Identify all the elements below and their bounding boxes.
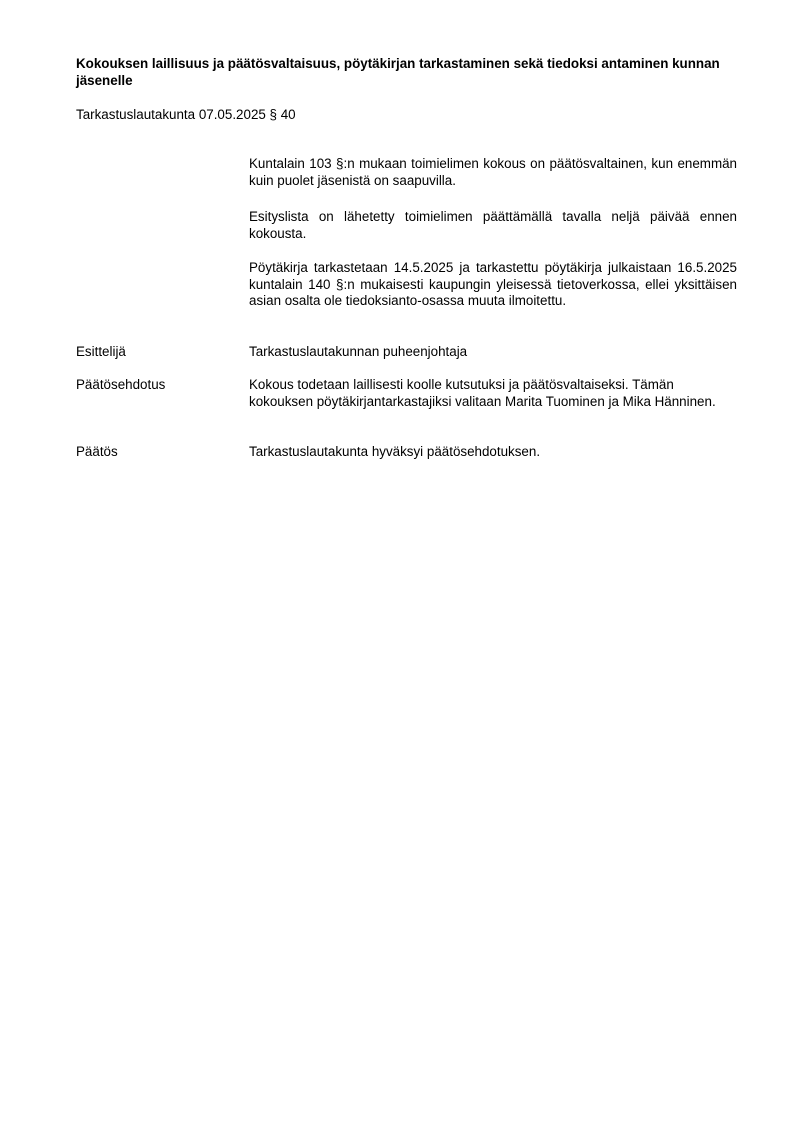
paragraph-agenda: Esityslista on lähetetty toimielimen päättämällä tavalla neljä päivää ennen kokousta. xyxy=(249,209,737,241)
row-text-presenter: Tarkastuslautakunnan puheenjohtaja xyxy=(249,344,468,359)
row-text-decision: Tarkastuslautakunta hyväksyi päätösehdotuksen. xyxy=(249,444,541,459)
row-label-decision: Päätös xyxy=(76,444,118,459)
paragraph-quorum: Kuntalain 103 §:n mukaan toimielimen kokous on päätösvaltainen, kun enemmän kuin puolet jäsenistä on saapuvilla. xyxy=(249,156,737,188)
paragraph-minutes: Pöytäkirja tarkastetaan 14.5.2025 ja tarkastettu pöytäkirja julkaistaan 16.5.2025 kuntalain 140 §:n mukaisesti kaupungin yleisessä tietoverkossa, ellei yksittäisen asian osalta ole tiedoksianto-osassa muuta ilmoitettu. xyxy=(249,260,737,308)
row-label-presenter: Esittelijä xyxy=(76,344,126,359)
meeting-reference: Tarkastuslautakunta 07.05.2025 § 40 xyxy=(76,107,296,122)
row-label-proposal: Päätösehdotus xyxy=(76,377,166,392)
row-text-proposal: Kokous todetaan laillisesti koolle kutsutuksi ja päätösvaltaiseksi. Tämän kokouksen pöytäkirjantarkastajiksi valitaan Marita Tuominen ja Mika Hänninen. xyxy=(249,377,716,409)
document-title: Kokouksen laillisuus ja päätösvaltaisuus, pöytäkirjan tarkastaminen sekä tiedoksi antaminen kunnan jäsenelle xyxy=(76,56,720,88)
